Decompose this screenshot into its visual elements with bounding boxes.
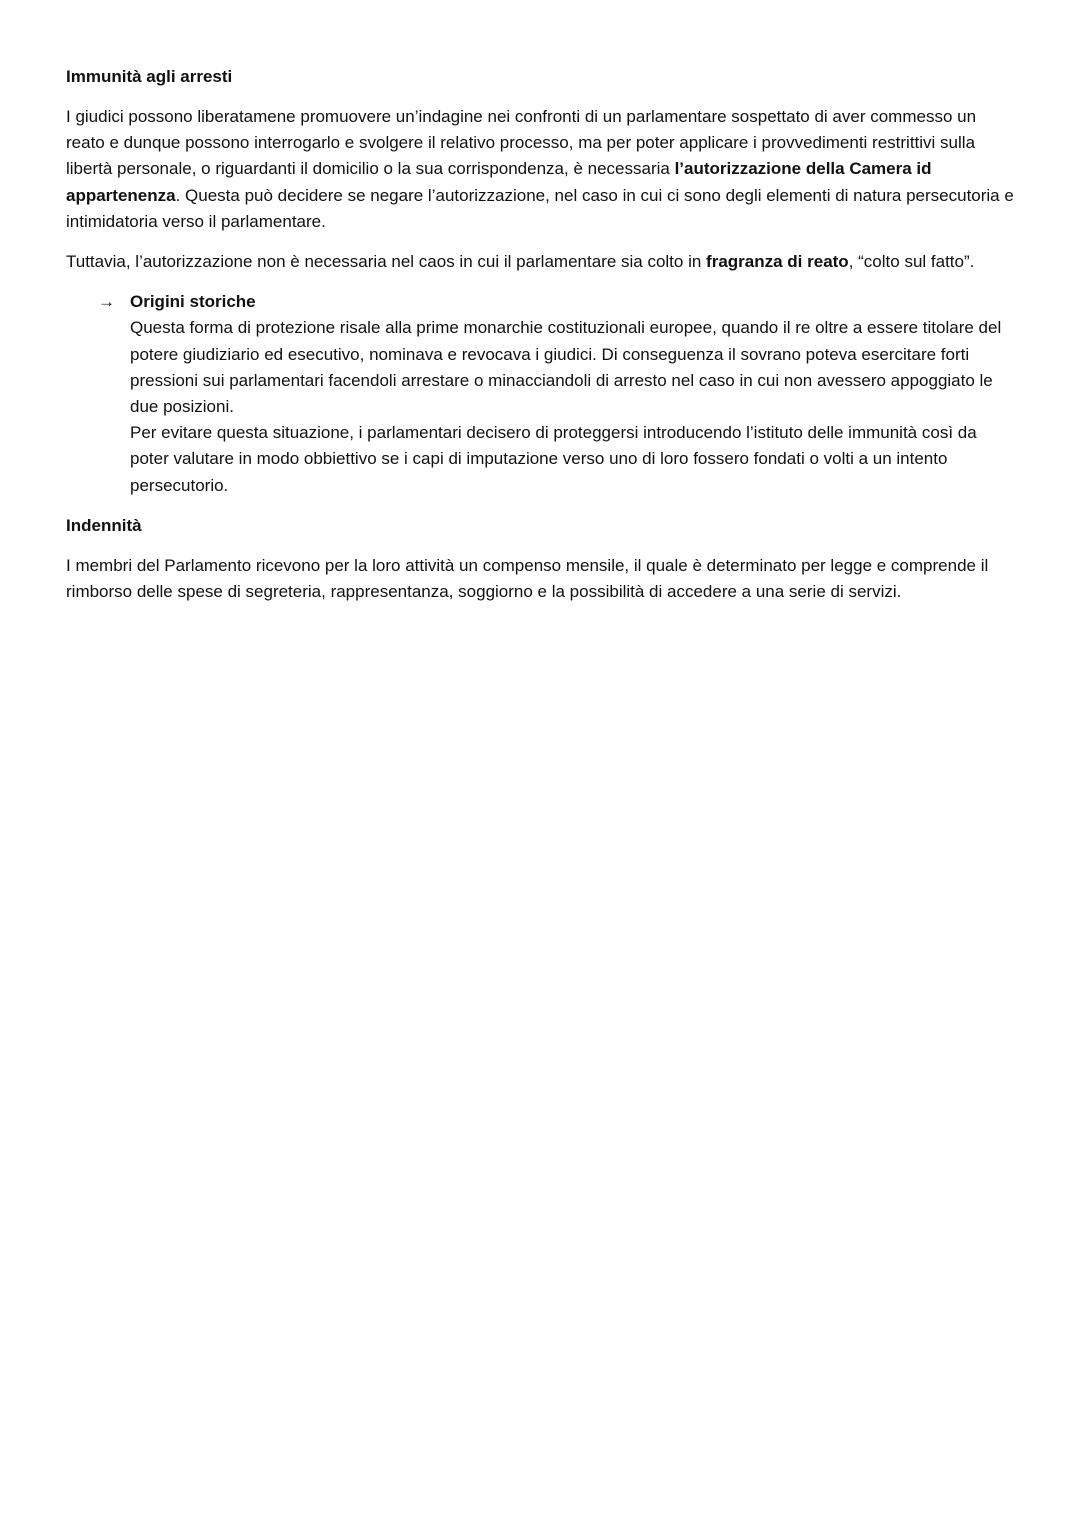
paragraph-indennita: I membri del Parlamento ricevono per la loro attività un compenso mensile, il quale è determinato per legge e comprende il rimborso delle spese di segreteria, rappresentanza, soggiorno e la possibilità di accedere a una serie di servizi.	[66, 555, 989, 602]
section-heading-indennita: Indennità	[66, 515, 142, 535]
section-heading-immunita: Immunità agli arresti	[66, 67, 233, 86]
bullet-text: Questa forma di protezione risale alla prime monarchie costituzionali europee, quando il re oltre a essere titolare del potere giudiziario ed esecutivo, nominava e revocava i giudici. Di conseguenza il sovrano poteva esercitare forti pressioni sui parlamentari facendoli arrestare o minacciandoli di arresto nel caso in cui non avessero appoggiato le due posizioni.	[130, 318, 1002, 417]
bold-text-fragranza: fragranza di reato	[706, 252, 849, 272]
bold-text-autorizzazione: l’autorizzazione della Camera id appartenenza	[66, 159, 932, 205]
arrow-right-icon: →	[98, 292, 115, 312]
bullet-text: Per evitare questa situazione, i parlamentari decisero di proteggersi introducendo l’istituto delle immunità così da poter valutare in modo obbiettivo se i capi di imputazione verso uno di loro fossero fondati o volti a un intento persecutorio.	[130, 423, 977, 495]
paragraph-flagranza	[66, 249, 1016, 275]
paragraph-text: Tuttavia, l’autorizzazione non è necessaria nel caos in cui il parlamentare sia colto in	[66, 252, 707, 272]
paragraph-immunita-intro	[66, 104, 1016, 235]
bullet-origini-storiche	[98, 289, 1016, 499]
paragraph-text: I giudici possono liberatamene promuovere un’indagine nei confronti di un parlamentare sospettato di aver commesso un reato e dunque possono interrogarlo e svolgere il relativo processo, ma per poter applicare i provvedimenti restrittivi sulla libertà personale, o riguardanti il domicilio o la sua corrispondenza, è necessaria	[66, 107, 977, 179]
bullet-title: Origini storiche	[130, 292, 256, 312]
document-page	[66, 64, 1016, 619]
paragraph-text: . Questa può decidere se negare l’autorizzazione, nel caso in cui ci sono degli elementi di natura persecutoria e intimidatoria verso il parlamentare.	[66, 185, 1014, 231]
paragraph-text: , “colto sul fatto”.	[848, 252, 975, 272]
